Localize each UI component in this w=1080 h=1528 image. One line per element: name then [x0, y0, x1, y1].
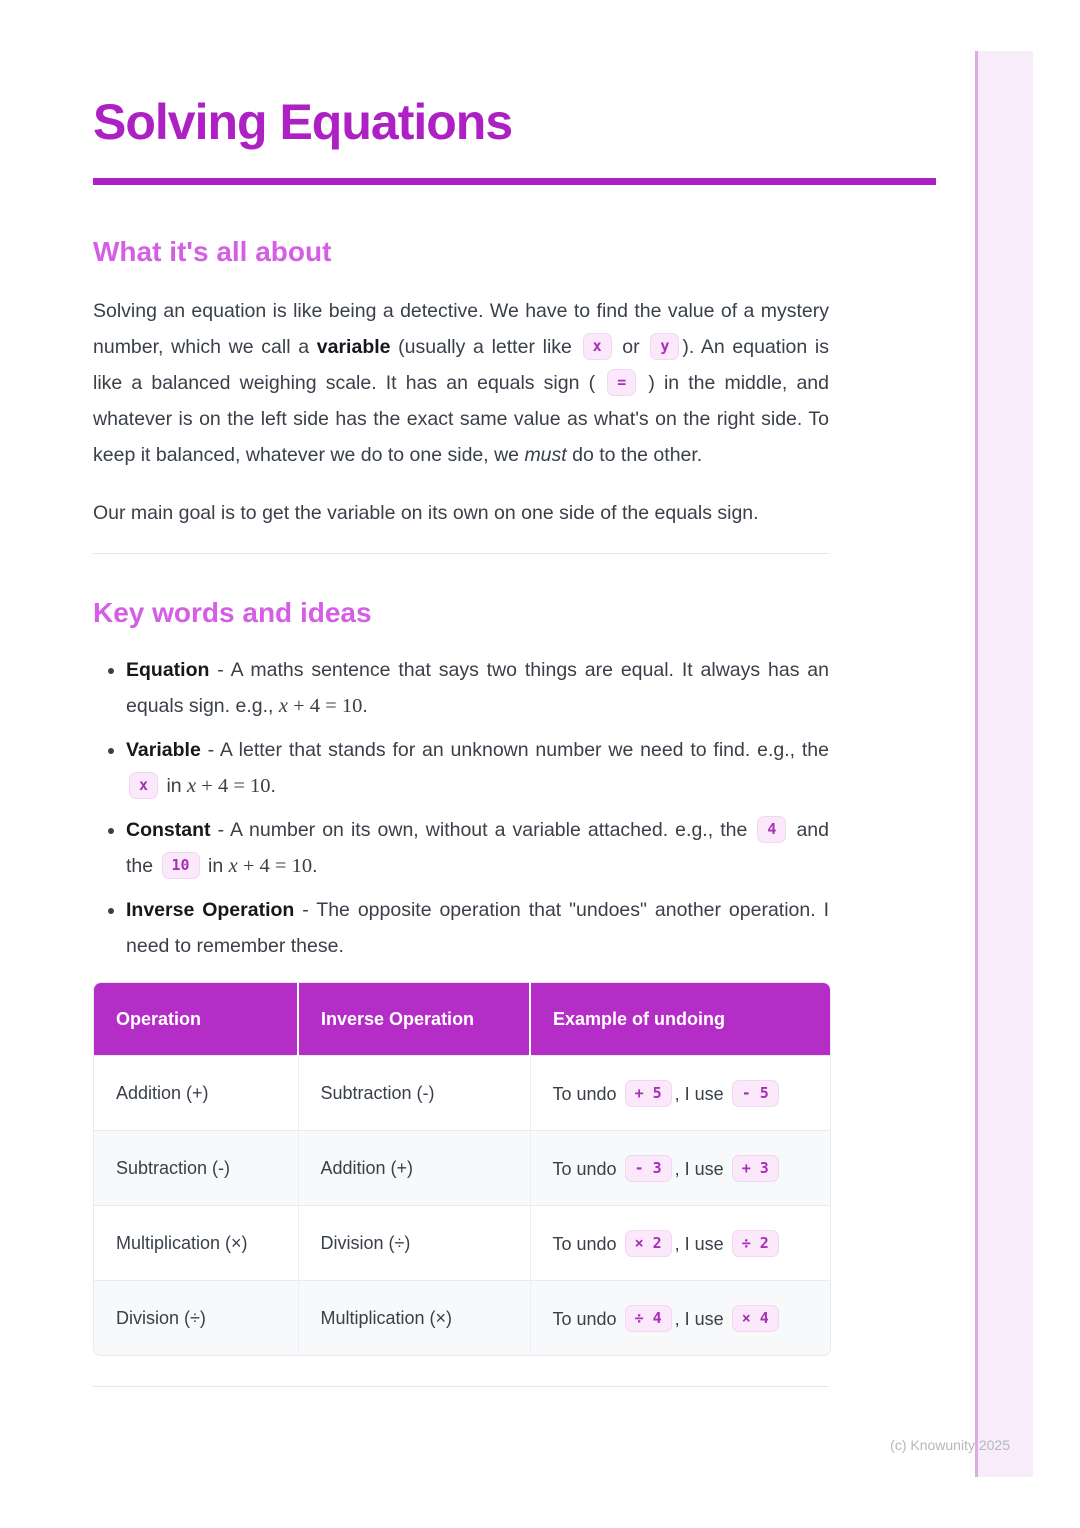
inverse-operation-cell: Addition (+): [298, 1131, 530, 1206]
text-span: or: [614, 336, 648, 358]
example-cell: [530, 1131, 830, 1206]
right-rail-decoration: [975, 51, 1033, 1477]
code-chip: - 3: [625, 1155, 672, 1182]
about-paragraph-2: [93, 495, 829, 531]
text-span: Our main goal is to get the variable on its own on one side of the equals sign.: [93, 502, 759, 524]
operation-cell: Multiplication (×): [94, 1206, 298, 1281]
text-span: must: [524, 444, 567, 466]
text-span: To undo: [552, 1083, 622, 1104]
math-expression: x + 4 = 10: [228, 855, 313, 877]
table-row: [94, 1056, 830, 1131]
column-header-example: Example of undoing: [530, 983, 830, 1056]
column-header-inverse: Inverse Operation: [298, 983, 530, 1056]
code-chip: × 2: [625, 1230, 672, 1257]
text-span: Equation: [126, 659, 210, 681]
keyword-item: [126, 892, 829, 964]
text-span: ) in the middle, and whatever is on the left side has the exact same value as what's on the right side. To keep it balanced, whatever we do to one side, we: [93, 372, 829, 466]
section-heading-about: What it's all about: [93, 236, 332, 267]
text-span: ). An equation is like a balanced weighing scale. It has an equals sign (: [93, 336, 830, 394]
keywords-list: [93, 652, 829, 964]
page-title: Solving Equations: [93, 94, 513, 150]
example-cell: [530, 1206, 830, 1281]
table-row: [94, 1206, 830, 1281]
text-span: .: [270, 775, 276, 797]
text-span: To undo: [552, 1308, 622, 1329]
column-header-operation: Operation: [94, 983, 298, 1056]
text-span: To undo: [552, 1158, 622, 1179]
text-span: .: [362, 695, 368, 717]
text-span: in: [202, 855, 229, 877]
code-chip: + 3: [732, 1155, 779, 1182]
code-chip: 4: [757, 816, 786, 843]
section-divider-1: [93, 553, 829, 554]
text-span: - A letter that stands for an unknown number we need to find. e.g., the: [200, 739, 829, 761]
table-header-row: [94, 983, 830, 1056]
inverse-operation-cell: Subtraction (-): [298, 1056, 530, 1131]
text-span: , I use: [674, 1083, 729, 1104]
footer-copyright: (c) Knowunity 2025: [890, 1437, 1010, 1453]
code-chip: ÷ 2: [732, 1230, 779, 1257]
text-span: , I use: [674, 1158, 729, 1179]
keyword-item: [126, 732, 829, 804]
section-heading-keywords: Key words and ideas: [93, 597, 372, 628]
text-span: .: [312, 855, 318, 877]
keyword-item: [126, 652, 829, 724]
text-span: Variable: [126, 739, 201, 761]
document-content: [93, 0, 936, 1387]
operation-cell: Division (÷): [94, 1281, 298, 1356]
operation-cell: Subtraction (-): [94, 1131, 298, 1206]
text-span: To undo: [552, 1233, 622, 1254]
text-span: Solving an equation is like being a detective. We have to find the value of a mystery number, which we call a: [93, 300, 829, 358]
text-span: - A maths sentence that says two things are equal. It always has an equals sign. e.g.,: [126, 659, 829, 717]
code-chip: + 5: [625, 1080, 672, 1107]
code-chip: 10: [162, 852, 200, 879]
section-divider-2: [93, 1386, 829, 1387]
code-chip: - 5: [732, 1080, 779, 1107]
code-chip: =: [607, 369, 636, 396]
code-chip: y: [650, 333, 679, 360]
title-underline: [93, 178, 936, 185]
text-span: - The opposite operation that "undoes" another operation. I need to remember these.: [126, 899, 829, 957]
inverse-operations-table: [94, 983, 830, 1355]
text-span: , I use: [674, 1233, 729, 1254]
text-span: , I use: [674, 1308, 729, 1329]
about-paragraph-1: [93, 293, 829, 473]
inverse-operation-cell: Multiplication (×): [298, 1281, 530, 1356]
code-chip: ÷ 4: [625, 1305, 672, 1332]
text-span: (usually a letter like: [390, 336, 580, 358]
text-span: do to the other.: [566, 444, 703, 466]
example-cell: [530, 1281, 830, 1356]
math-expression: x + 4 = 10: [187, 775, 271, 797]
text-span: in: [161, 775, 188, 797]
table-row: [94, 1131, 830, 1206]
operation-cell: Addition (+): [94, 1056, 298, 1131]
text-span: variable: [316, 336, 391, 358]
keyword-item: [126, 812, 829, 884]
text-span: Constant: [126, 819, 211, 841]
inverse-operations-table-container: [93, 982, 831, 1356]
math-expression: x + 4 = 10: [278, 695, 363, 717]
example-cell: [530, 1056, 830, 1131]
table-row: [94, 1281, 830, 1356]
inverse-operation-cell: Division (÷): [298, 1206, 530, 1281]
text-span: Inverse Operation: [126, 899, 295, 921]
text-span: and the: [126, 819, 829, 877]
code-chip: x: [583, 333, 612, 360]
text-span: - A number on its own, without a variable attached. e.g., the: [210, 819, 755, 841]
code-chip: x: [129, 772, 158, 799]
code-chip: × 4: [732, 1305, 779, 1332]
